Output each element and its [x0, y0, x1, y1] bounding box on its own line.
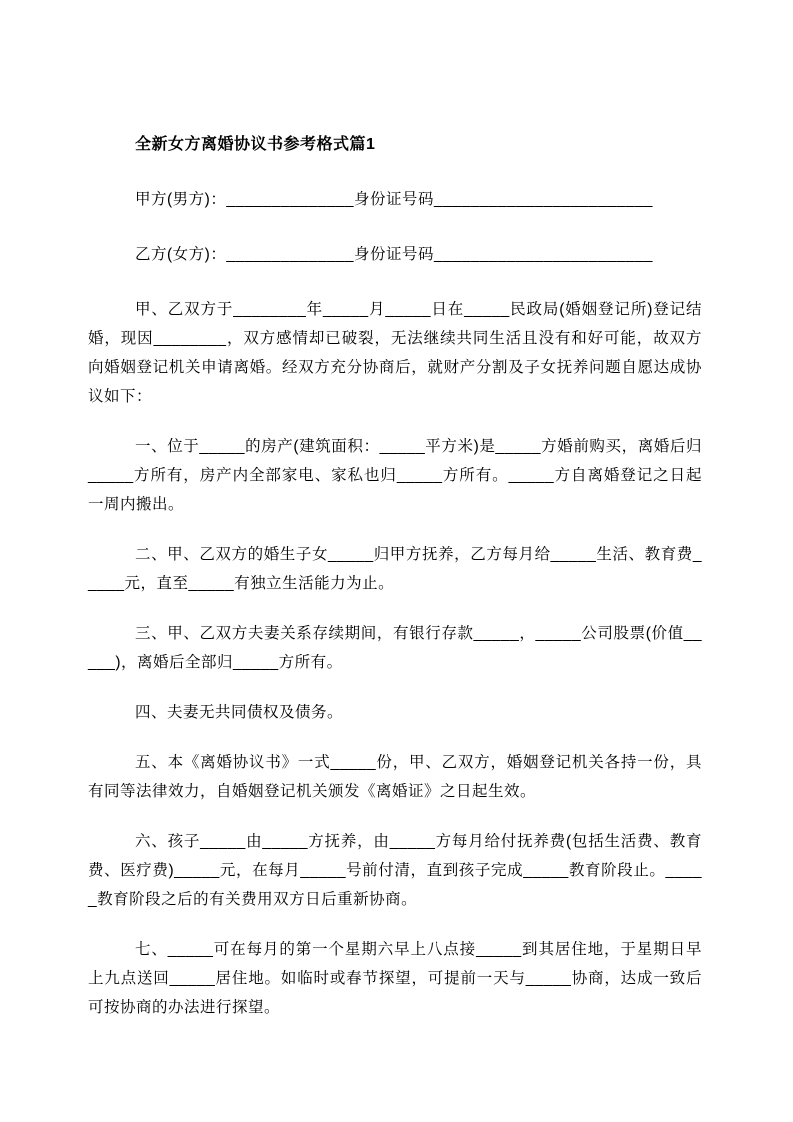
paragraph-clause-5: 五、本《离婚协议书》一式_____份，甲、乙双方，婚姻登记机关各持一份，具有同等法律效力，自婚姻登记机关颁发《离婚证》之日起生效。 — [88, 754, 702, 800]
paragraph-clause-4: 四、夫妻无共同债权及债务。 — [135, 704, 344, 721]
paragraph-clause-1: 一、位于_____的房产(建筑面积：_____平方米)是_____方婚前购买，离婚后归_____方所有，房产内全部家电、家私也归_____方所有。_____方自离婚登记之日起一周内搬出。 — [88, 438, 702, 513]
paragraph-clause-2: 二、甲、乙双方的婚生子女_____归甲方抚养，乙方每月给_____生活、教育费_____元，直至_____有独立生活能力为止。 — [88, 546, 702, 592]
paragraph-clause-7: 七、_____可在每月的第一个星期六早上八点接_____到其居住地，于星期日早上九点送回_____居住地。如临时或春节探望，可提前一天与_____协商，达成一致后可按协商的办法进行探望。 — [88, 941, 702, 1016]
paragraph-clause-6: 六、孩子_____由_____方抚养，由_____方每月给付抚养费(包括生活费、教育费、医疗费)_____元，在每月_____号前付清，直到孩子完成_____教育阶段止。_____教育阶段之后的有关费用双方日后重新协商。 — [88, 833, 702, 908]
party-a-line: 甲方(男方)：______________身份证号码________________________ — [135, 191, 653, 208]
paragraph-clause-3: 三、甲、乙双方夫妻关系存续期间，有银行存款_____，_____公司股票(价值_____)，离婚后全部归_____方所有。 — [88, 625, 702, 671]
document-title: 全新女方离婚协议书参考格式篇1 — [135, 136, 376, 153]
party-b-line: 乙方(女方)：______________身份证号码________________________ — [135, 246, 653, 263]
paragraph-intro: 甲、乙双方于________年_____月_____日在_____民政局(婚姻登记所)登记结婚，现因________，双方感情却已破裂，无法继续共同生活且没有和好可能，故双方向婚姻登记机关申请离婚。经双方充分协商后，就财产分割及子女抚养问题自愿达成协议如下： — [88, 301, 702, 405]
